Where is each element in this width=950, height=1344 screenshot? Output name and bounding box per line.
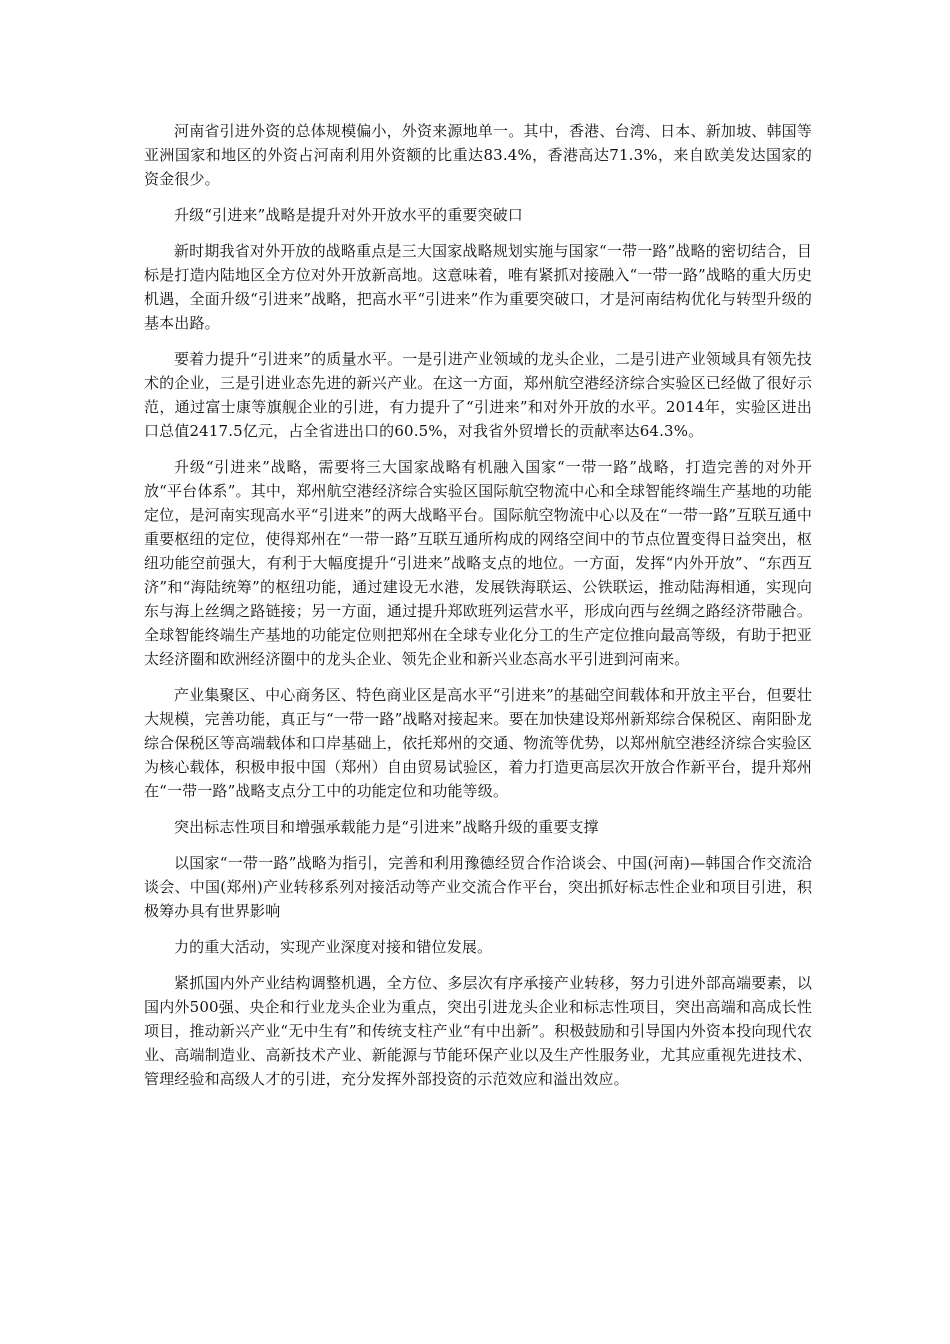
paragraph-cooperation-platforms: 以国家“一带一路”战略为指引，完善和利用豫德经贸合作洽谈会、中国(河南)—韩国合作交流洽谈会、中国(郑州)产业转移系列对接活动等产业交流合作平台，突出抓好标志性企业和项目引进，积极筹办具有世界影响 [144, 854, 812, 920]
section-heading-breakthrough: 升级“引进来”战略是提升对外开放水平的重要突破口 [174, 206, 523, 224]
paragraph-strategic-focus: 新时期我省对外开放的战略重点是三大国家战略规划实施与国家“一带一路”战略的密切结合，目标是打造内陆地区全方位对外开放新高地。这意味着，唯有紧抓对接融入“一带一路”战略的重大历史机遇，全面升级“引进来”战略，把高水平“引进来”作为重要突破口，才是河南结构优化与转型升级的基本出路。 [144, 242, 812, 332]
paragraph-quality-level: 要着力提升“引进来”的质量水平。一是引进产业领域的龙头企业，二是引进产业领域具有领先技术的企业，三是引进业态先进的新兴产业。在这一方面，郑州航空港经济综合实验区已经做了很好示范，通过富士康等旗舰企业的引进，有力提升了“引进来”和对外开放的水平。2014年，实验区进出口总值2417.5亿元，占全省进出口的60.5%，对我省外贸增长的贡献率达64.3%。 [144, 350, 812, 440]
section-heading-support: 突出标志性项目和增强承载能力是“引进来”战略升级的重要支撑 [174, 818, 599, 836]
paragraph-major-activities: 力的重大活动，实现产业深度对接和错位发展。 [174, 938, 493, 956]
paragraph-platform-system: 升级“引进来”战略，需要将三大国家战略有机融入国家“一带一路”战略，打造完善的对外开放“平台体系”。其中，郑州航空港经济综合实验区国际航空物流中心和全球智能终端生产基地的功能定位，是河南实现高水平“引进来”的两大战略平台。国际航空物流中心以及在“一带一路”互联互通中重要枢纽的定位，使得郑州在“一带一路”互联互通所构成的网络空间中的节点位置变得日益突出，枢纽功能空前强大，有利于大幅度提升“引进来”战略支点的地位。一方面，发挥“内外开放”、“东西互济”和“海陆统筹”的枢纽功能，通过建设无水港，发展铁海联运、公铁联运，推动陆海相通，实现向东与海上丝绸之路链接；另一方面，通过提升郑欧班列运营水平，形成向西与丝绸之路经济带融合。全球智能终端生产基地的功能定位则把郑州在全球专业化分工的生产定位推向最高等级，有助于把亚太经济圈和欧洲经济圈中的龙头企业、领先企业和新兴业态高水平引进到河南来。 [144, 458, 812, 668]
paragraph-spatial-carriers: 产业集聚区、中心商务区、特色商业区是高水平“引进来”的基础空间载体和开放主平台，但要壮大规模，完善功能，真正与“一带一路”战略对接起来。要在加快建设郑州新郑综合保税区、南阳卧龙综合保税区等高端载体和口岸基础上，依托郑州的交通、物流等优势，以郑州航空港经济综合实验区为核心载体，积极申报中国（郑州）自由贸易试验区，着力打造更高层次开放合作新平台，提升郑州在“一带一路”战略支点分工中的功能定位和功能等级。 [144, 686, 812, 800]
paragraph-foreign-investment-overview: 河南省引进外资的总体规模偏小，外资来源地单一。其中，香港、台湾、日本、新加坡、韩国等亚洲国家和地区的外资占河南利用外资额的比重达83.4%，香港高达71.3%，来自欧美发达国家的资金很少。 [144, 122, 812, 188]
article-body [144, 119, 812, 1103]
paragraph-industrial-transfer: 紧抓国内外产业结构调整机遇，全方位、多层次有序承接产业转移，努力引进外部高端要素，以国内外500强、央企和行业龙头企业为重点，突出引进龙头企业和标志性项目，突出高端和高成长性项目，推动新兴产业“无中生有”和传统支柱产业“有中出新”。积极鼓励和引导国内外资本投向现代农业、高端制造业、高新技术产业、新能源与节能环保产业以及生产性服务业，尤其应重视先进技术、管理经验和高级人才的引进，充分发挥外部投资的示范效应和溢出效应。 [144, 974, 812, 1088]
